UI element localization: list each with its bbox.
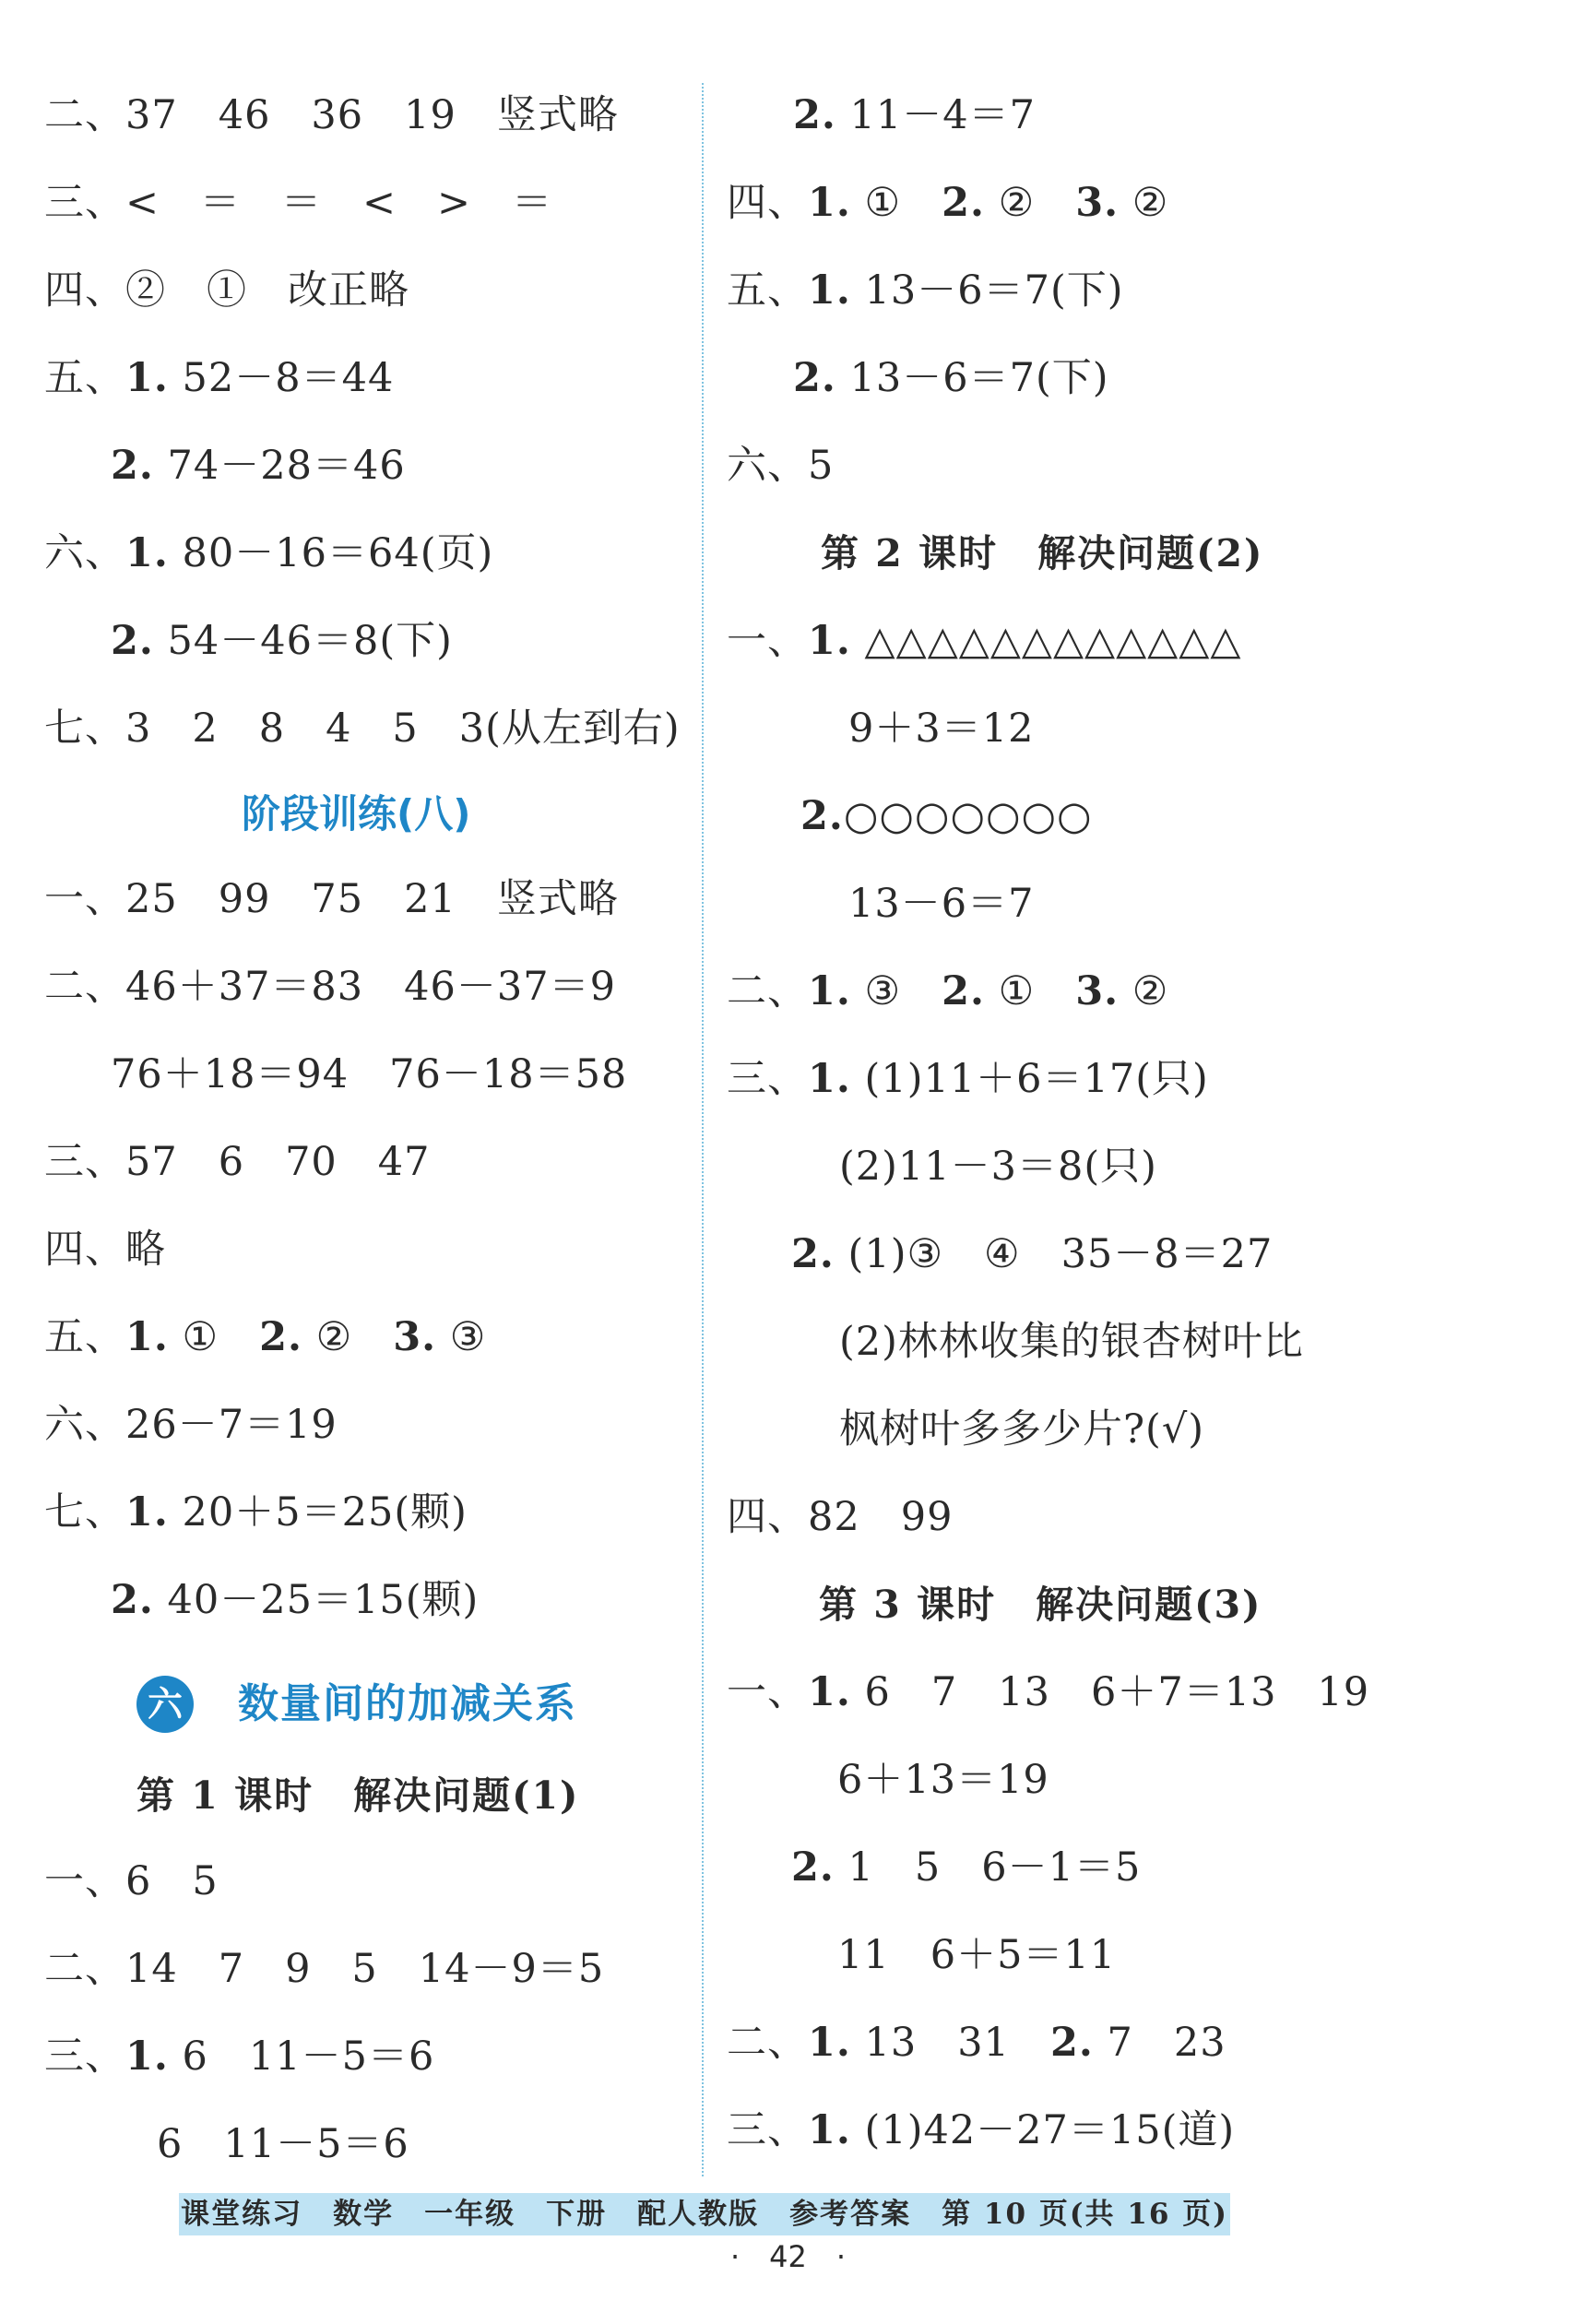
item-number: 2. bbox=[800, 793, 844, 839]
answer-line: 一、6 5 bbox=[44, 1858, 219, 1904]
answer-line bbox=[800, 793, 1093, 839]
answer-line bbox=[44, 1314, 486, 1360]
answer-line: (2)林林收集的银杏树叶比 bbox=[839, 1319, 1304, 1365]
answer-line: 二、46＋37＝83 46－37＝9 bbox=[44, 964, 616, 1010]
answer-line: 三、57 6 70 47 bbox=[44, 1139, 431, 1185]
item-number: 2. bbox=[1050, 2020, 1094, 2066]
answer-line: 四、82 99 bbox=[727, 1494, 954, 1540]
answer-line: 三、< ＝ ＝ < > ＝ bbox=[44, 180, 553, 226]
section-label: 三、 bbox=[727, 2107, 808, 2153]
answer-text: 6 11－5＝6 bbox=[168, 2034, 435, 2080]
item-number: 1. bbox=[125, 1314, 169, 1360]
section-label: 七、 bbox=[44, 1489, 125, 1536]
item-number: 2. bbox=[791, 1231, 835, 1277]
answer-line bbox=[791, 1231, 1273, 1277]
answer-text: ① bbox=[985, 968, 1076, 1014]
item-number: 1. bbox=[125, 2034, 169, 2080]
answer-text: 13－6＝7(下) bbox=[835, 355, 1109, 401]
answer-line: (2)11－3＝8(只) bbox=[839, 1144, 1157, 1190]
answer-line bbox=[791, 1844, 1141, 1891]
answer-text: (1)③ ④ 35－8＝27 bbox=[834, 1231, 1274, 1277]
item-number: 1. bbox=[808, 1669, 851, 1715]
item-number: 2. bbox=[793, 355, 836, 401]
item-number: 2. bbox=[942, 968, 985, 1014]
answer-text: 40－25＝15(颗) bbox=[153, 1577, 480, 1623]
item-number: 2. bbox=[942, 180, 985, 226]
answer-line bbox=[44, 530, 493, 576]
answer-line: 二、37 46 36 19 竖式略 bbox=[44, 92, 619, 138]
answer-text: ② bbox=[985, 180, 1076, 226]
lesson-title: 第 2 课时 解决问题(2) bbox=[821, 531, 1264, 575]
section-label: 五、 bbox=[44, 1314, 125, 1360]
item-number: 2. bbox=[791, 1844, 835, 1891]
answer-text: ② bbox=[1119, 180, 1169, 226]
item-number: 3. bbox=[1075, 968, 1120, 1014]
item-number: 1. bbox=[808, 2020, 851, 2066]
footer-bar bbox=[179, 2193, 1230, 2235]
answer-line bbox=[727, 267, 1124, 314]
answer-line: 13－6＝7 bbox=[848, 881, 1035, 927]
answer-text: 13－6＝7(下) bbox=[850, 267, 1124, 314]
answer-line: 二、14 7 9 5 14－9＝5 bbox=[44, 1946, 605, 1992]
section-label: 一、 bbox=[727, 618, 808, 664]
answer-text: (1)11＋6＝17(只) bbox=[850, 1056, 1209, 1102]
answer-line bbox=[727, 618, 1241, 664]
answer-text: ③ bbox=[850, 968, 942, 1014]
answer-line bbox=[44, 2034, 434, 2080]
section-label: 四、 bbox=[727, 180, 808, 226]
answer-line bbox=[727, 1056, 1209, 1102]
circle-row: ○○○○○○○ bbox=[843, 793, 1093, 839]
item-number: 3. bbox=[1075, 180, 1120, 226]
lesson-title: 第 1 课时 解决问题(1) bbox=[136, 1773, 580, 1818]
answer-line bbox=[111, 618, 453, 664]
item-number: 1. bbox=[125, 355, 169, 401]
section-label: 一、 bbox=[727, 1669, 808, 1715]
answer-text: 20＋5＝25(颗) bbox=[168, 1489, 468, 1536]
section-label: 三、 bbox=[44, 2034, 125, 2080]
item-number: 3. bbox=[393, 1314, 437, 1360]
footer-text: 课堂练习 数学 一年级 下册 配人教版 参考答案 第 10 页(共 16 页) bbox=[181, 2198, 1228, 2231]
item-number: 1. bbox=[808, 618, 851, 664]
answer-text: ① bbox=[168, 1314, 260, 1360]
section-label: 五、 bbox=[44, 355, 125, 401]
item-number: 2. bbox=[259, 1314, 302, 1360]
section-label: 三、 bbox=[727, 1056, 808, 1102]
answer-text: 80－16＝64(页) bbox=[168, 530, 494, 576]
section-label: 二、 bbox=[727, 2020, 808, 2066]
item-number: 1. bbox=[808, 968, 851, 1014]
section-label: 六、 bbox=[44, 530, 125, 576]
answer-text: 52－8＝44 bbox=[168, 355, 395, 401]
answer-line: 76＋18＝94 76－18＝58 bbox=[111, 1051, 628, 1097]
answer-line: 一、25 99 75 21 竖式略 bbox=[44, 876, 619, 922]
lesson-title: 第 3 课时 解决问题(3) bbox=[819, 1583, 1262, 1627]
stage-training-title: 阶段训练(八) bbox=[242, 791, 471, 836]
section-label: 五、 bbox=[727, 267, 808, 314]
item-number: 1. bbox=[125, 530, 169, 576]
answer-line: 六、5 bbox=[727, 443, 835, 489]
answer-text: 13 31 bbox=[850, 2020, 1050, 2066]
answer-line bbox=[44, 355, 394, 401]
answer-text: ② bbox=[302, 1314, 394, 1360]
item-number: 1. bbox=[808, 267, 851, 314]
unit-number-badge: 六 bbox=[136, 1676, 194, 1733]
answer-line bbox=[111, 1577, 479, 1623]
answer-line bbox=[793, 355, 1109, 401]
answer-line bbox=[727, 2107, 1235, 2153]
answer-text: 1 5 6－1＝5 bbox=[834, 1844, 1142, 1891]
item-number: 2. bbox=[793, 92, 836, 138]
answer-line: 六、26－7＝19 bbox=[44, 1402, 338, 1448]
answer-text: 54－46＝8(下) bbox=[153, 618, 453, 664]
answer-line: 11 6＋5＝11 bbox=[837, 1932, 1117, 1978]
answer-text: ① bbox=[850, 180, 942, 226]
item-number: 2. bbox=[111, 618, 154, 664]
page-number: · 42 · bbox=[729, 2239, 847, 2274]
answer-line: 四、略 bbox=[44, 1227, 166, 1273]
answer-line: 6＋13＝19 bbox=[837, 1757, 1049, 1803]
answer-line: 四、② ① 改正略 bbox=[44, 267, 409, 314]
answer-line: 9＋3＝12 bbox=[848, 706, 1035, 752]
answer-text: ② bbox=[1119, 968, 1169, 1014]
triangle-row: △△△△△△△△△△△△ bbox=[850, 618, 1242, 664]
answer-line bbox=[727, 968, 1168, 1014]
answer-line: 枫树叶多多少片?(√) bbox=[839, 1406, 1205, 1452]
answer-line bbox=[727, 2020, 1226, 2066]
item-number: 1. bbox=[808, 1056, 851, 1102]
answer-line bbox=[727, 1669, 1369, 1715]
item-number: 1. bbox=[125, 1489, 169, 1536]
answer-text: 6 7 13 6＋7＝13 19 bbox=[850, 1669, 1370, 1715]
answer-text: ③ bbox=[436, 1314, 487, 1360]
answer-text: 74－28＝46 bbox=[153, 443, 406, 489]
answer-text: (1)42－27＝15(道) bbox=[850, 2107, 1236, 2153]
answer-line bbox=[111, 443, 406, 489]
item-number: 2. bbox=[111, 1577, 154, 1623]
answer-text: 7 23 bbox=[1093, 2020, 1226, 2066]
unit-title: 数量间的加减关系 bbox=[238, 1680, 577, 1727]
item-number: 1. bbox=[808, 180, 851, 226]
answer-text: 11－4＝7 bbox=[835, 92, 1036, 138]
answer-line: 6 11－5＝6 bbox=[157, 2121, 409, 2167]
section-label: 二、 bbox=[727, 968, 808, 1014]
column-divider bbox=[702, 83, 704, 2176]
answer-line bbox=[727, 180, 1168, 226]
item-number: 1. bbox=[808, 2107, 851, 2153]
item-number: 2. bbox=[111, 443, 154, 489]
answer-line bbox=[44, 1489, 468, 1536]
answer-line: 七、3 2 8 4 5 3(从左到右) bbox=[44, 706, 681, 752]
answer-line bbox=[793, 92, 1036, 138]
